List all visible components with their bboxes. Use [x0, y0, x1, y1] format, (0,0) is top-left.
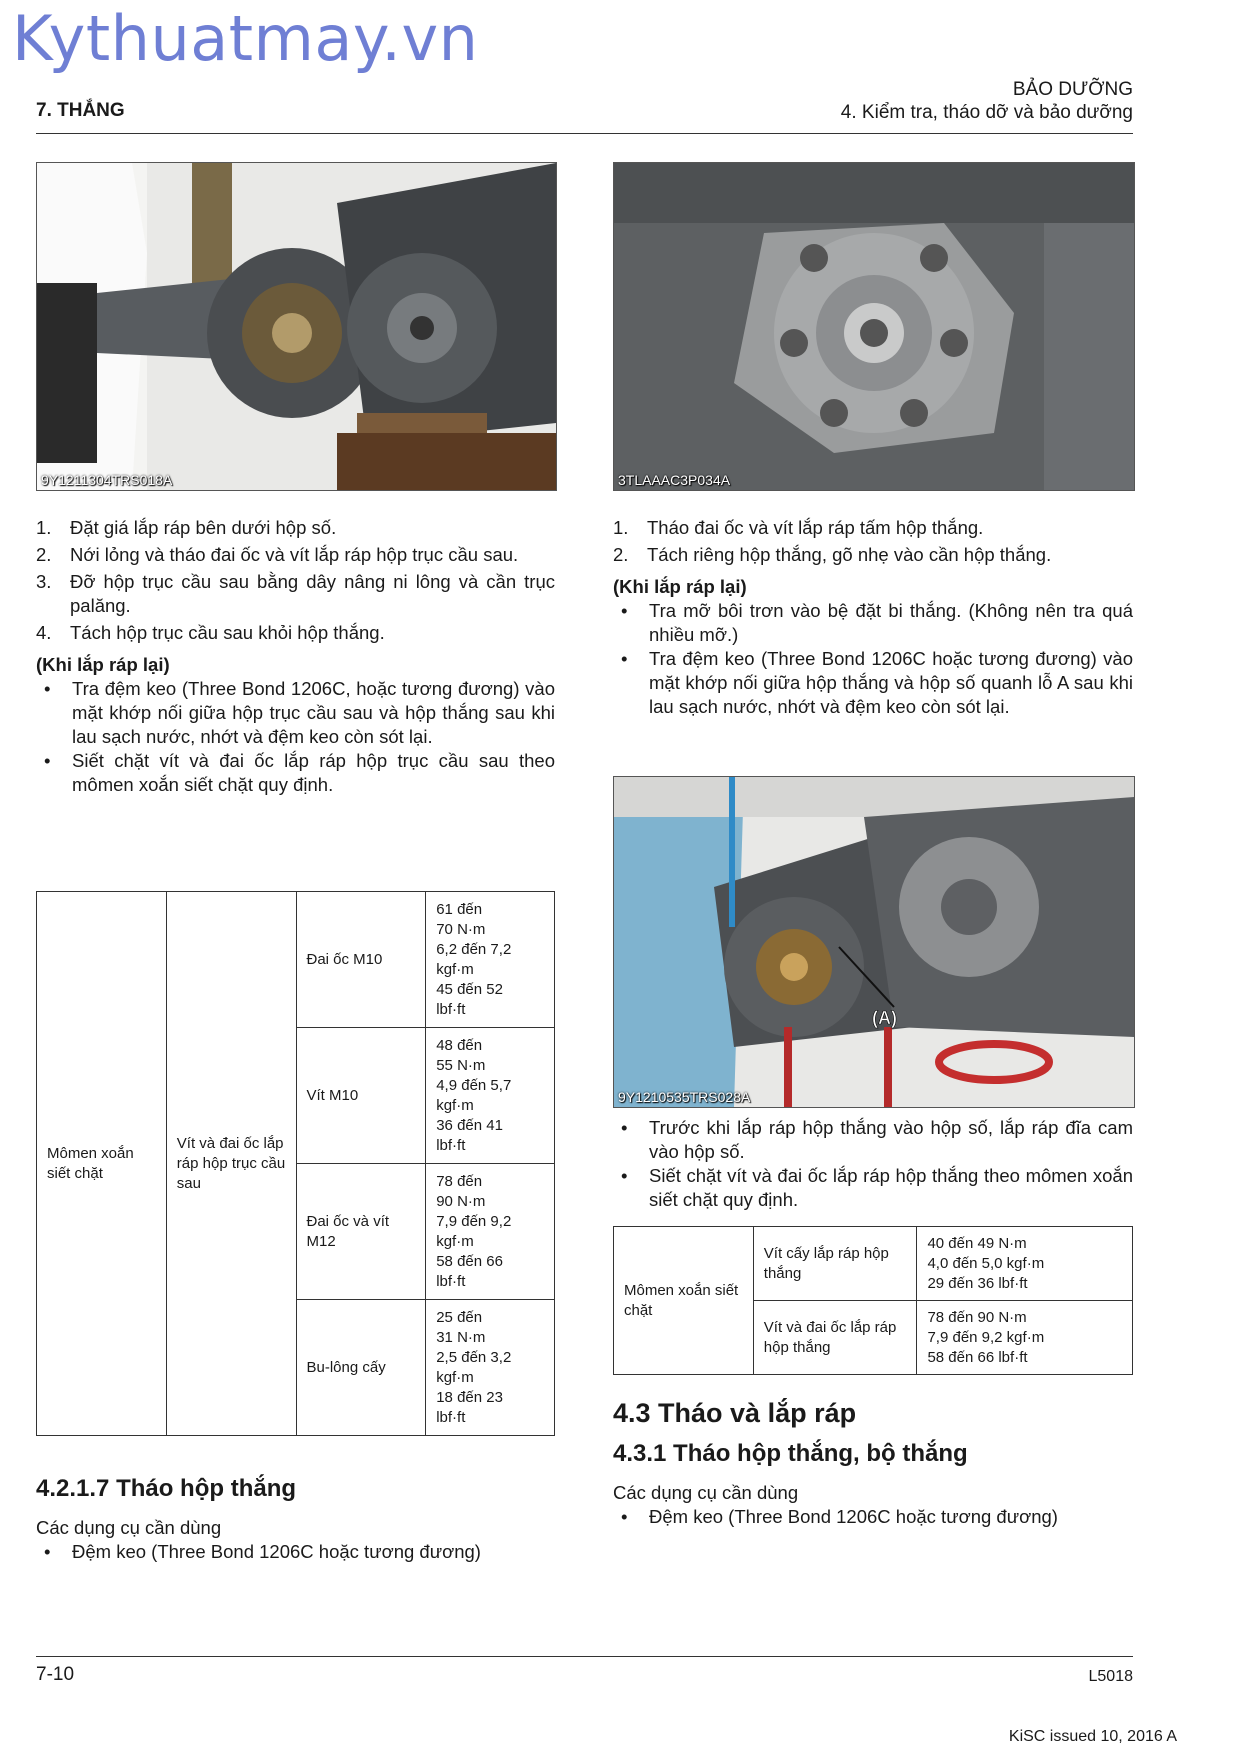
header-divider	[36, 133, 1133, 134]
table-cell: 61 đến 70 N·m 6,2 đến 7,2 kgf·m 45 đến 52 lbf·ft	[426, 892, 555, 1028]
table-cell: Mômen xoắn siết chặt	[37, 892, 167, 1436]
table-cell: 78 đến 90 N·m 7,9 đến 9,2 kgf·m 58 đến 66 lbf·ft	[917, 1301, 1133, 1375]
table-cell: Đai ốc M10	[296, 892, 426, 1028]
torque-table-left	[36, 891, 555, 1436]
subsection-heading: 4.3.1 Tháo hộp thắng, bộ thắng	[613, 1440, 968, 1467]
photo-brake-case-install	[613, 776, 1135, 1108]
table-cell: 48 đến 55 N·m 4,9 đến 5,7 kgf·m 36 đến 41 lbf·ft	[426, 1028, 555, 1164]
torque-table-right	[613, 1226, 1133, 1375]
step-item: 3. Đỡ hộp trục cầu sau bằng dây nâng ni lông và cần trục palăng.	[36, 571, 555, 616]
subsection-title: 4. Kiểm tra, tháo dỡ và bảo dưỡng	[840, 102, 1133, 123]
bullet-item: • Tra đệm keo (Three Bond 1206C hoặc tương đương) vào mặt khớp nối giữa hộp thắng và hộp số quanh lỗ A sau khi lau sạch nước, nhớt và đệm keo còn sót lại.	[613, 647, 1133, 719]
photo-caption: 9Y1211304TRS018A	[41, 472, 173, 488]
page-number: 7-10	[36, 1664, 75, 1685]
tools-list	[36, 1540, 555, 1564]
right-column	[613, 516, 1133, 719]
bullet-item: • Siết chặt vít và đai ốc lắp ráp hộp trục cầu sau theo mômen xoắn siết chặt quy định.	[36, 749, 555, 797]
section-heading: 4.3 Tháo và lắp ráp	[613, 1398, 857, 1428]
section-title: BẢO DƯỠNG	[1012, 79, 1133, 100]
reassembly-notes	[36, 677, 555, 797]
step-item: 1. Đặt giá lắp ráp bên dưới hộp số.	[36, 517, 337, 538]
photo-rear-axle-removal	[36, 162, 557, 491]
tools-list	[613, 1505, 1133, 1529]
left-column	[36, 516, 555, 797]
reassembly-title: (Khi lắp ráp lại)	[36, 654, 170, 675]
table-cell: Đai ốc và vít M12	[296, 1164, 426, 1300]
watermark: Kythuatmay.vn	[12, 2, 479, 75]
step-item: 1. Tháo đai ốc và vít lắp ráp tấm hộp thắng.	[613, 517, 984, 538]
tools-label: Các dụng cụ cần dùng	[36, 1517, 222, 1538]
table-cell: Vít và đai ốc lắp ráp hộp trục cầu sau	[166, 892, 296, 1436]
table-cell: Mômen xoắn siết chặt	[614, 1227, 754, 1375]
tools-block	[36, 1516, 555, 1564]
footer-divider	[36, 1656, 1133, 1657]
reassembly-title: (Khi lắp ráp lại)	[613, 576, 747, 597]
tools-block	[613, 1481, 1133, 1529]
label-a: (A)	[872, 1008, 897, 1028]
table-cell: 78 đến 90 N·m 7,9 đến 9,2 kgf·m 58 đến 66 lbf·ft	[426, 1164, 555, 1300]
table-cell: Vít M10	[296, 1028, 426, 1164]
bullet-item: • Đệm keo (Three Bond 1206C hoặc tương đương)	[36, 1540, 555, 1564]
photo-caption: 3TLAAAC3P034A	[618, 472, 731, 488]
table-cell: Bu-lông cấy	[296, 1300, 426, 1436]
table-cell: Vít cấy lắp ráp hộp thắng	[753, 1227, 917, 1301]
chapter-title: 7. THẮNG	[36, 100, 125, 121]
section-heading: 4.2.1.7 Tháo hộp thắng	[36, 1475, 297, 1502]
bullet-item: • Siết chặt vít và đai ốc lắp ráp hộp thắng theo mômen xoắn siết chặt quy định.	[613, 1164, 1133, 1212]
bullet-item: • Tra đệm keo (Three Bond 1206C, hoặc tương đương) vào mặt khớp nối giữa hộp trục cầu sau và hộp thắng sau khi lau sạch nước, nhớt và đệm keo còn sót lại.	[36, 677, 555, 749]
step-item: 4. Tách hộp trục cầu sau khỏi hộp thắng.	[36, 622, 385, 643]
photo-brake-case	[613, 162, 1135, 491]
step-item: 2. Tách riêng hộp thắng, gõ nhẹ vào cần hộp thắng.	[613, 544, 1052, 565]
model-code: L5018	[1088, 1668, 1133, 1685]
bullet-item: • Tra mỡ bôi trơn vào bệ đặt bi thắng. (Không nên tra quá nhiều mỡ.)	[613, 599, 1133, 647]
bullet-item: • Đệm keo (Three Bond 1206C hoặc tương đương)	[613, 1505, 1133, 1529]
reassembly-notes	[613, 599, 1133, 719]
install-notes	[613, 1116, 1133, 1212]
install-bullets	[613, 1116, 1133, 1212]
left-steps	[36, 516, 555, 645]
photo-caption: 9Y1210535TRS028A	[618, 1089, 751, 1105]
tools-label: Các dụng cụ cần dùng	[613, 1482, 799, 1503]
table-cell: Vít và đai ốc lắp ráp hộp thắng	[753, 1301, 917, 1375]
issue-info: KiSC issued 10, 2016 A	[1008, 1728, 1177, 1745]
table-cell: 40 đến 49 N·m 4,0 đến 5,0 kgf·m 29 đến 36 lbf·ft	[917, 1227, 1133, 1301]
right-steps	[613, 516, 1133, 567]
bullet-item: • Trước khi lắp ráp hộp thắng vào hộp số, lắp ráp đĩa cam vào hộp số.	[613, 1116, 1133, 1164]
table-cell: 25 đến 31 N·m 2,5 đến 3,2 kgf·m 18 đến 23 lbf·ft	[426, 1300, 555, 1436]
step-item: 2. Nới lỏng và tháo đai ốc và vít lắp ráp hộp trục cầu sau.	[36, 544, 519, 565]
